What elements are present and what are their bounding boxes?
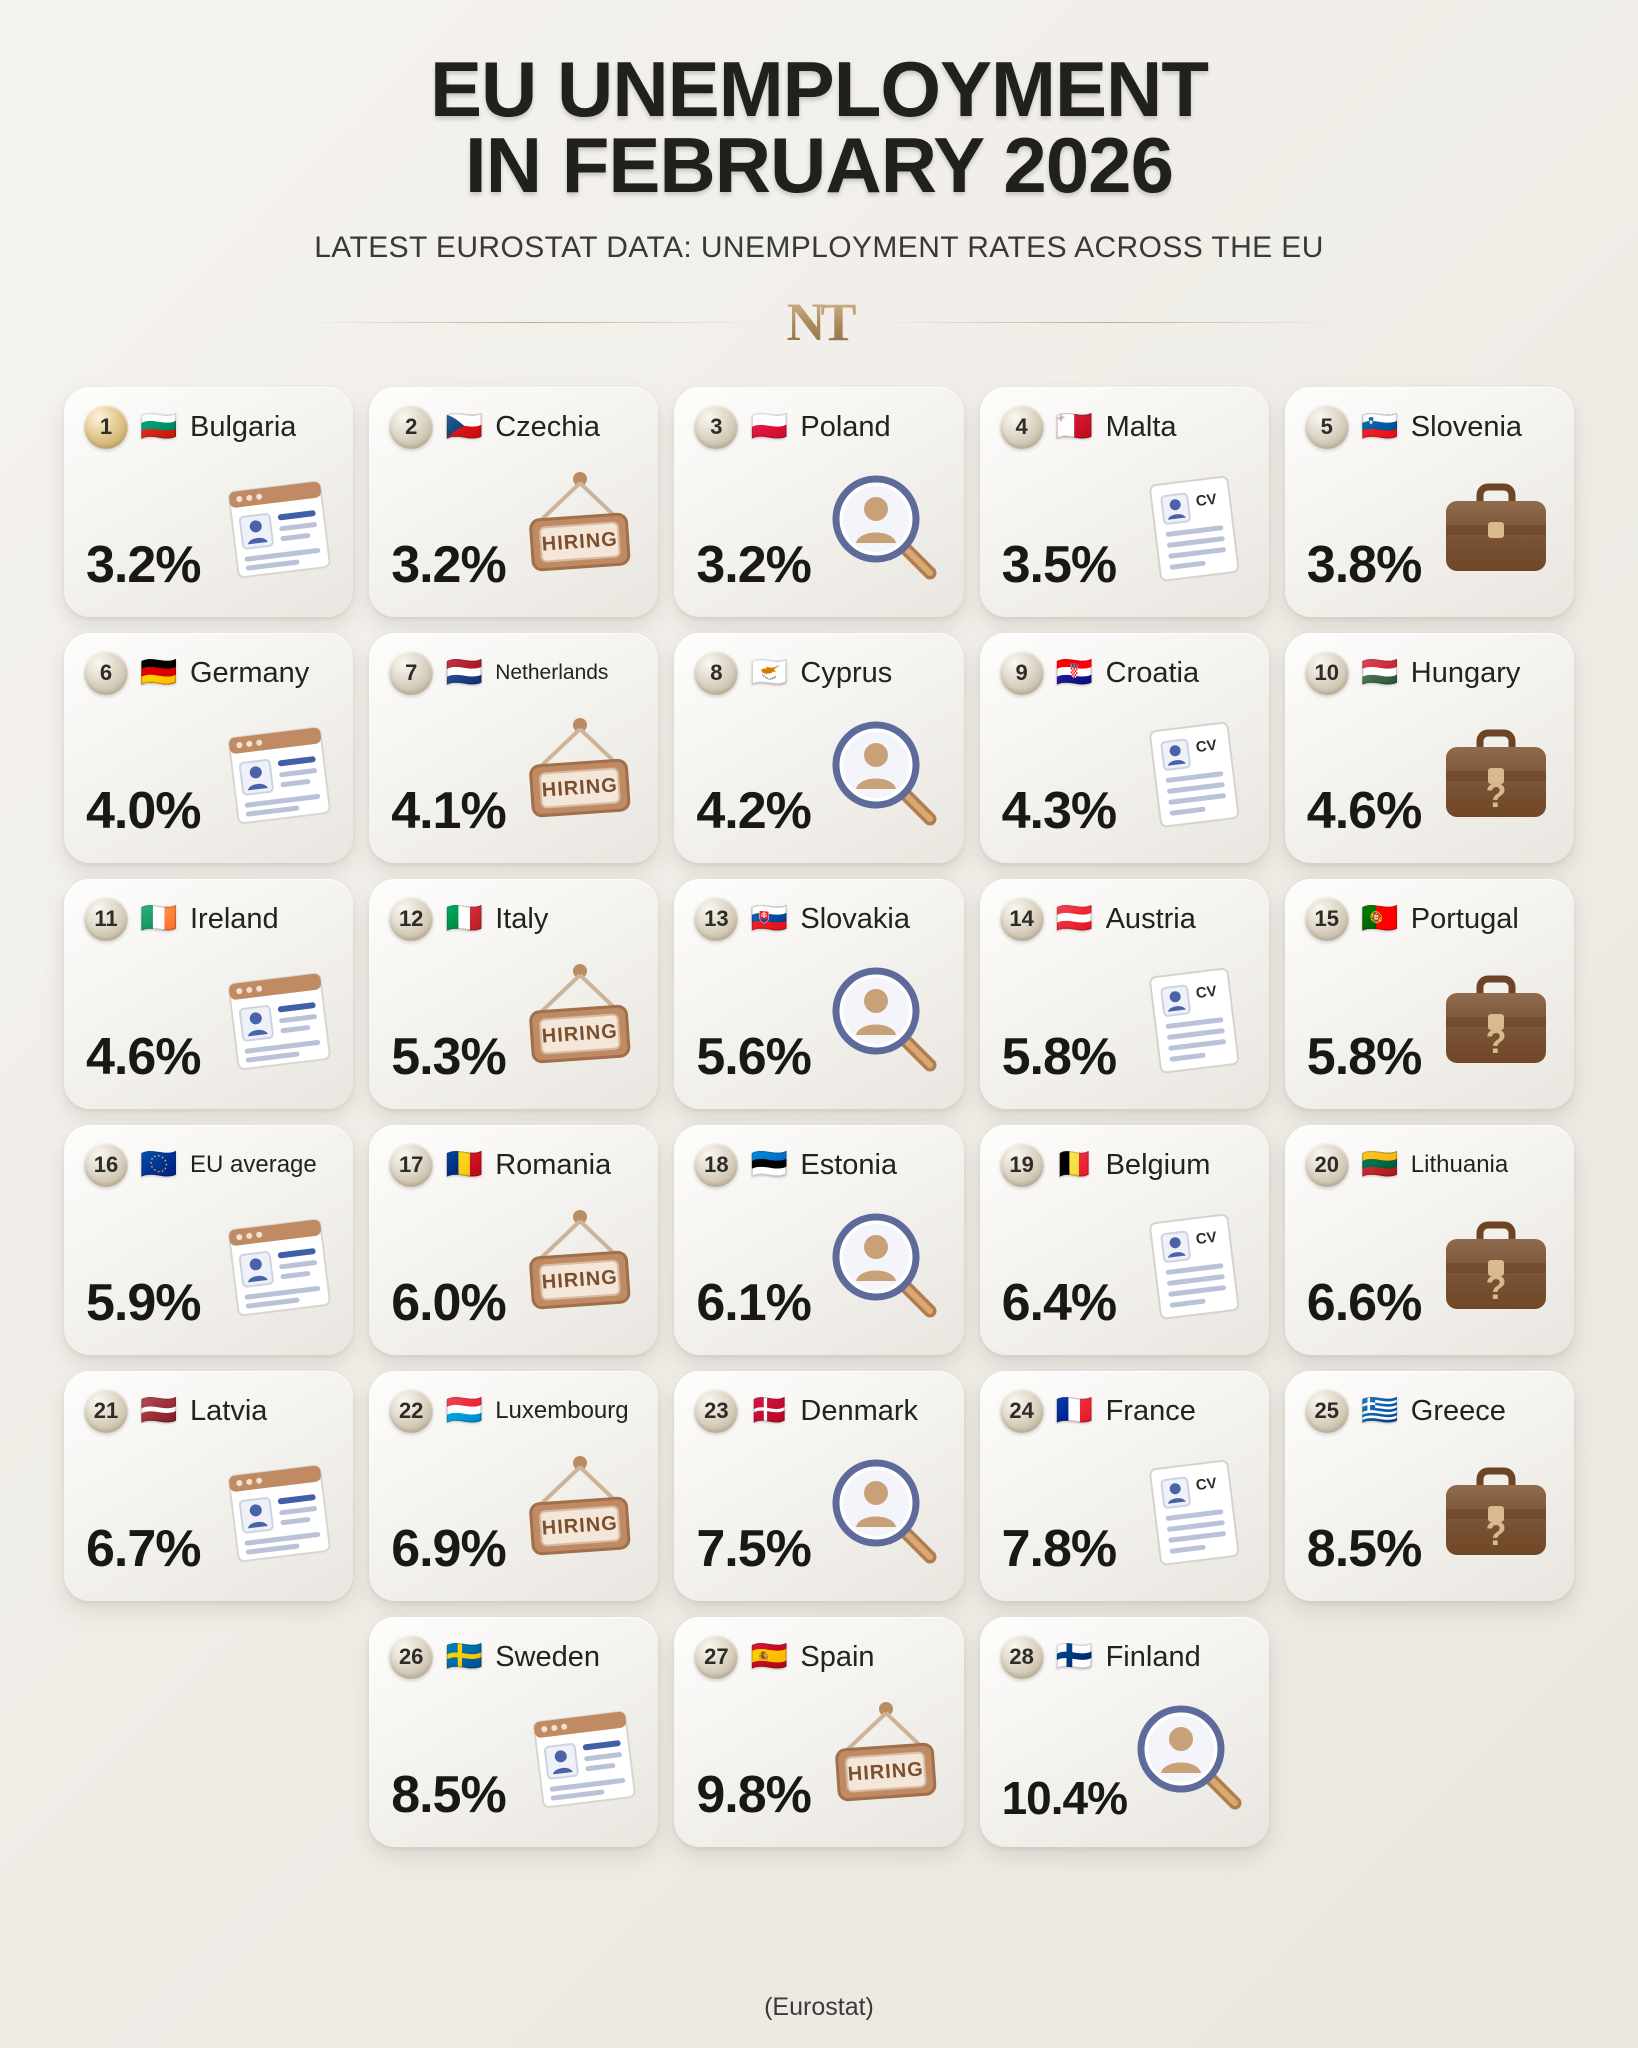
card-body	[369, 1207, 658, 1339]
card-header	[389, 897, 638, 941]
job-listing-icon	[209, 467, 341, 587]
svg-text:CV: CV	[1194, 491, 1218, 511]
country-flag-icon: 🇮🇹	[445, 902, 483, 936]
country-card[interactable]	[674, 633, 963, 863]
rank-badge: 17	[389, 1143, 433, 1187]
unemployment-rate: 3.2%	[391, 536, 506, 595]
rank-badge: 3	[694, 405, 738, 449]
country-name: Belgium	[1105, 1148, 1211, 1181]
card-body	[980, 469, 1269, 601]
unemployment-rate: 5.8%	[1001, 1028, 1117, 1087]
country-name: France	[1105, 1394, 1196, 1427]
hiring-sign-icon	[514, 713, 646, 833]
job-listing-icon	[514, 1697, 646, 1817]
briefcase-question-icon	[1430, 959, 1562, 1079]
briefcase-question-icon	[1430, 713, 1562, 833]
job-listing-icon	[209, 713, 341, 833]
unemployment-rate: 5.8%	[1306, 1028, 1422, 1087]
unemployment-rate: 7.8%	[1001, 1520, 1117, 1579]
unemployment-rate: 4.6%	[86, 1028, 201, 1087]
rank-badge: 13	[694, 897, 738, 941]
country-name: Netherlands	[495, 661, 609, 685]
rank-badge: 1	[84, 405, 128, 449]
unemployment-rate: 4.2%	[696, 782, 811, 841]
country-flag-icon: 🇨🇾	[750, 656, 789, 690]
card-body	[980, 1453, 1269, 1585]
card-header	[389, 1635, 638, 1679]
card-body	[1285, 961, 1574, 1093]
card-header	[694, 651, 943, 695]
country-flag-icon: 🇲🇹	[1055, 410, 1094, 444]
country-flag-icon: 🇮🇪	[140, 902, 178, 936]
candidate-search-icon	[820, 1205, 952, 1325]
rank-badge: 26	[389, 1635, 433, 1679]
unemployment-rate: 6.1%	[696, 1274, 811, 1333]
candidate-search-icon	[820, 713, 952, 833]
card-header	[694, 1143, 943, 1187]
country-name: Slovakia	[800, 902, 911, 935]
card-header	[389, 1389, 638, 1433]
rank-badge: 12	[389, 897, 433, 941]
unemployment-rate: 10.4%	[1001, 1772, 1128, 1825]
unemployment-rate: 6.4%	[1001, 1274, 1117, 1333]
country-name: Latvia	[190, 1394, 268, 1427]
country-name: Portugal	[1410, 902, 1519, 935]
country-name: Denmark	[800, 1394, 919, 1427]
card-body	[980, 1207, 1269, 1339]
country-name: Italy	[495, 902, 549, 935]
job-listing-icon	[209, 959, 341, 1079]
unemployment-rate: 8.5%	[391, 1766, 506, 1825]
card-header	[84, 897, 333, 941]
card-body	[1285, 469, 1574, 601]
card-header	[1305, 1389, 1554, 1433]
card-body	[674, 961, 963, 1093]
page-title	[0, 45, 1638, 209]
country-flag-icon: 🇷🇴	[445, 1148, 483, 1182]
candidate-search-icon	[820, 959, 952, 1079]
unemployment-rate: 6.7%	[86, 1520, 201, 1579]
country-card[interactable]	[369, 879, 658, 1109]
svg-text:?: ?	[1485, 1515, 1507, 1554]
card-body	[674, 715, 963, 847]
country-flag-icon: 🇪🇸	[750, 1640, 789, 1674]
card-header	[1000, 1635, 1249, 1679]
country-name: EU average	[190, 1151, 317, 1179]
country-card[interactable]	[64, 1371, 353, 1601]
card-body	[64, 715, 353, 847]
country-flag-icon: 🇫🇷	[1055, 1394, 1094, 1428]
hiring-sign-icon	[514, 467, 646, 587]
country-flag-icon: 🇩🇰	[750, 1394, 789, 1428]
rank-badge: 18	[694, 1143, 738, 1187]
country-card[interactable]	[674, 387, 963, 617]
country-name: Cyprus	[800, 656, 893, 689]
briefcase-question-icon	[1430, 1451, 1562, 1571]
card-body	[369, 469, 658, 601]
country-card[interactable]	[980, 1617, 1269, 1847]
rank-badge: 28	[1000, 1635, 1044, 1679]
country-card[interactable]	[64, 387, 353, 617]
card-body	[674, 1453, 963, 1585]
card-body	[980, 715, 1269, 847]
card-header	[1000, 897, 1249, 941]
card-header	[1305, 651, 1554, 695]
country-flag-icon: 🇧🇪	[1055, 1148, 1094, 1182]
card-header	[694, 897, 943, 941]
rank-badge: 15	[1305, 897, 1349, 941]
country-card[interactable]	[674, 1617, 963, 1847]
rank-badge: 22	[389, 1389, 433, 1433]
card-header	[84, 1143, 333, 1187]
country-card[interactable]	[980, 633, 1269, 863]
svg-text:HIRING: HIRING	[541, 1266, 619, 1294]
card-header	[389, 651, 638, 695]
country-name: Bulgaria	[190, 410, 297, 443]
brand-monogram: NT	[777, 291, 862, 353]
country-flag-icon: 🇫🇮	[1055, 1640, 1094, 1674]
card-header	[389, 1143, 638, 1187]
rank-badge: 25	[1305, 1389, 1349, 1433]
card-body	[369, 961, 658, 1093]
page-subtitle: LATEST EUROSTAT DATA: UNEMPLOYMENT RATES ACROSS THE EU	[314, 231, 1324, 265]
svg-text:CV: CV	[1194, 1475, 1218, 1495]
source-label: (Eurostat)	[764, 1993, 874, 2021]
unemployment-rate: 9.8%	[696, 1766, 811, 1825]
country-card[interactable]	[369, 387, 658, 617]
card-body	[1285, 1207, 1574, 1339]
country-card[interactable]	[1285, 387, 1574, 617]
country-name: Estonia	[800, 1148, 898, 1181]
country-name: Luxembourg	[495, 1397, 629, 1425]
rank-badge: 16	[84, 1143, 128, 1187]
country-flag-icon: 🇩🇪	[140, 656, 178, 690]
card-body	[64, 961, 353, 1093]
country-card[interactable]	[64, 879, 353, 1109]
country-card[interactable]	[674, 1371, 963, 1601]
country-card[interactable]	[1285, 1371, 1574, 1601]
country-flag-icon: 🇱🇺	[445, 1394, 483, 1428]
card-header	[1305, 1143, 1554, 1187]
unemployment-rate: 4.3%	[1001, 782, 1117, 841]
country-name: Austria	[1105, 902, 1196, 935]
country-name: Finland	[1105, 1640, 1201, 1673]
card-header	[1000, 1389, 1249, 1433]
card-header	[1305, 897, 1554, 941]
country-card-grid	[64, 387, 1574, 1847]
country-card[interactable]	[980, 387, 1269, 617]
card-body	[674, 1207, 963, 1339]
card-header	[694, 1389, 943, 1433]
country-card[interactable]	[1285, 1125, 1574, 1355]
country-flag-icon: 🇬🇷	[1361, 1394, 1399, 1428]
card-header	[694, 1635, 943, 1679]
candidate-search-icon	[820, 467, 952, 587]
briefcase-icon	[1430, 467, 1562, 587]
svg-text:HIRING: HIRING	[846, 1758, 925, 1786]
country-name: Sweden	[495, 1640, 600, 1673]
cv-document-icon	[1125, 1451, 1257, 1571]
unemployment-rate: 6.6%	[1306, 1274, 1422, 1333]
country-name: Germany	[190, 656, 310, 689]
divider-rule-left	[304, 322, 759, 323]
card-body	[674, 1699, 963, 1831]
card-body	[1285, 1453, 1574, 1585]
card-header	[84, 1389, 333, 1433]
country-flag-icon: 🇭🇷	[1055, 656, 1094, 690]
rank-badge: 4	[1000, 405, 1044, 449]
country-card[interactable]	[64, 1125, 353, 1355]
unemployment-rate: 3.5%	[1001, 536, 1117, 595]
country-name: Hungary	[1410, 656, 1521, 689]
job-listing-icon	[209, 1451, 341, 1571]
country-name: Czechia	[495, 410, 600, 443]
unemployment-rate: 4.1%	[391, 782, 506, 841]
country-name: Greece	[1410, 1394, 1506, 1427]
country-flag-icon: 🇦🇹	[1055, 902, 1094, 936]
svg-text:HIRING: HIRING	[541, 1512, 619, 1540]
card-header	[694, 405, 943, 449]
country-name: Romania	[495, 1148, 612, 1181]
country-flag-icon: 🇵🇱	[750, 410, 789, 444]
hiring-sign-icon	[514, 959, 646, 1079]
country-flag-icon: 🇭🇺	[1361, 656, 1399, 690]
country-flag-icon: 🇪🇺	[140, 1148, 178, 1182]
svg-text:?: ?	[1485, 1023, 1507, 1062]
svg-text:HIRING: HIRING	[541, 1020, 619, 1048]
divider	[304, 291, 1334, 353]
country-flag-icon: 🇸🇰	[750, 902, 789, 936]
title-line-2: IN FEBRUARY 2026	[465, 120, 1173, 209]
svg-text:CV: CV	[1194, 983, 1218, 1003]
unemployment-rate: 3.8%	[1306, 536, 1422, 595]
country-flag-icon: 🇸🇮	[1361, 410, 1399, 444]
country-name: Slovenia	[1410, 410, 1523, 443]
rank-badge: 8	[694, 651, 738, 695]
country-flag-icon: 🇱🇻	[140, 1394, 178, 1428]
country-flag-icon: 🇱🇹	[1361, 1148, 1399, 1182]
card-body	[980, 961, 1269, 1093]
unemployment-rate: 4.6%	[1306, 782, 1422, 841]
cv-document-icon	[1125, 1205, 1257, 1325]
rank-badge: 14	[1000, 897, 1044, 941]
unemployment-rate: 7.5%	[696, 1520, 811, 1579]
card-body	[64, 1453, 353, 1585]
card-header	[389, 405, 638, 449]
briefcase-question-icon	[1430, 1205, 1562, 1325]
country-card[interactable]	[674, 1125, 963, 1355]
cv-document-icon	[1125, 467, 1257, 587]
country-card[interactable]	[674, 879, 963, 1109]
unemployment-rate: 6.0%	[391, 1274, 506, 1333]
unemployment-rate: 5.9%	[86, 1274, 201, 1333]
unemployment-rate: 4.0%	[86, 782, 201, 841]
unemployment-rate: 8.5%	[1306, 1520, 1422, 1579]
country-flag-icon: 🇸🇪	[445, 1640, 483, 1674]
country-card[interactable]	[980, 1125, 1269, 1355]
country-flag-icon: 🇨🇿	[445, 410, 483, 444]
country-card[interactable]	[369, 1617, 658, 1847]
svg-text:?: ?	[1485, 777, 1507, 816]
divider-rule-right	[880, 322, 1335, 323]
rank-badge: 19	[1000, 1143, 1044, 1187]
unemployment-rate: 3.2%	[86, 536, 201, 595]
card-body	[674, 469, 963, 601]
hiring-sign-icon	[514, 1451, 646, 1571]
hiring-sign-icon	[514, 1205, 646, 1325]
svg-text:CV: CV	[1194, 1229, 1218, 1249]
candidate-search-icon	[820, 1451, 952, 1571]
country-card[interactable]	[369, 1371, 658, 1601]
country-name: Malta	[1105, 410, 1177, 443]
title-line-1: EU UNEMPLOYMENT	[429, 45, 1209, 133]
svg-text:HIRING: HIRING	[541, 774, 619, 802]
card-header	[1000, 1143, 1249, 1187]
country-card[interactable]	[369, 1125, 658, 1355]
unemployment-rate: 3.2%	[696, 536, 811, 595]
country-name: Lithuania	[1410, 1151, 1509, 1179]
unemployment-rate: 6.9%	[391, 1520, 506, 1579]
rank-badge: 5	[1305, 405, 1349, 449]
country-card[interactable]	[980, 879, 1269, 1109]
card-body	[1285, 715, 1574, 847]
rank-badge: 9	[1000, 651, 1044, 695]
country-flag-icon: 🇵🇹	[1361, 902, 1399, 936]
card-body	[369, 1699, 658, 1831]
country-card[interactable]	[980, 1371, 1269, 1601]
country-card[interactable]	[369, 633, 658, 863]
country-name: Ireland	[190, 902, 279, 935]
cv-document-icon	[1125, 959, 1257, 1079]
country-name: Croatia	[1105, 656, 1200, 689]
card-body	[369, 715, 658, 847]
rank-badge: 27	[694, 1635, 738, 1679]
rank-badge: 23	[694, 1389, 738, 1433]
rank-badge: 11	[84, 897, 128, 941]
card-header	[1305, 405, 1554, 449]
card-body	[64, 469, 353, 601]
unemployment-rate: 5.6%	[696, 1028, 811, 1087]
job-listing-icon	[209, 1205, 341, 1325]
candidate-search-icon	[1125, 1697, 1257, 1817]
rank-badge: 6	[84, 651, 128, 695]
unemployment-rate: 5.3%	[391, 1028, 506, 1087]
country-card[interactable]	[1285, 879, 1574, 1109]
card-header	[1000, 651, 1249, 695]
country-flag-icon: 🇪🇪	[750, 1148, 789, 1182]
country-name: Poland	[800, 410, 891, 443]
card-header	[84, 405, 333, 449]
card-header	[84, 651, 333, 695]
svg-text:HIRING: HIRING	[541, 528, 619, 556]
rank-badge: 10	[1305, 651, 1349, 695]
cv-document-icon	[1125, 713, 1257, 833]
rank-badge: 21	[84, 1389, 128, 1433]
card-body	[64, 1207, 353, 1339]
rank-badge: 20	[1305, 1143, 1349, 1187]
rank-badge: 2	[389, 405, 433, 449]
country-name: Spain	[800, 1640, 875, 1673]
svg-text:CV: CV	[1194, 737, 1218, 757]
header	[0, 0, 1638, 353]
country-flag-icon: 🇳🇱	[445, 656, 483, 690]
card-body	[369, 1453, 658, 1585]
hiring-sign-icon	[820, 1697, 952, 1817]
rank-badge: 24	[1000, 1389, 1044, 1433]
rank-badge: 7	[389, 651, 433, 695]
country-card[interactable]	[64, 633, 353, 863]
card-header	[1000, 405, 1249, 449]
svg-text:?: ?	[1485, 1269, 1507, 1308]
country-flag-icon: 🇧🇬	[140, 410, 178, 444]
card-body	[980, 1699, 1269, 1831]
country-card[interactable]	[1285, 633, 1574, 863]
